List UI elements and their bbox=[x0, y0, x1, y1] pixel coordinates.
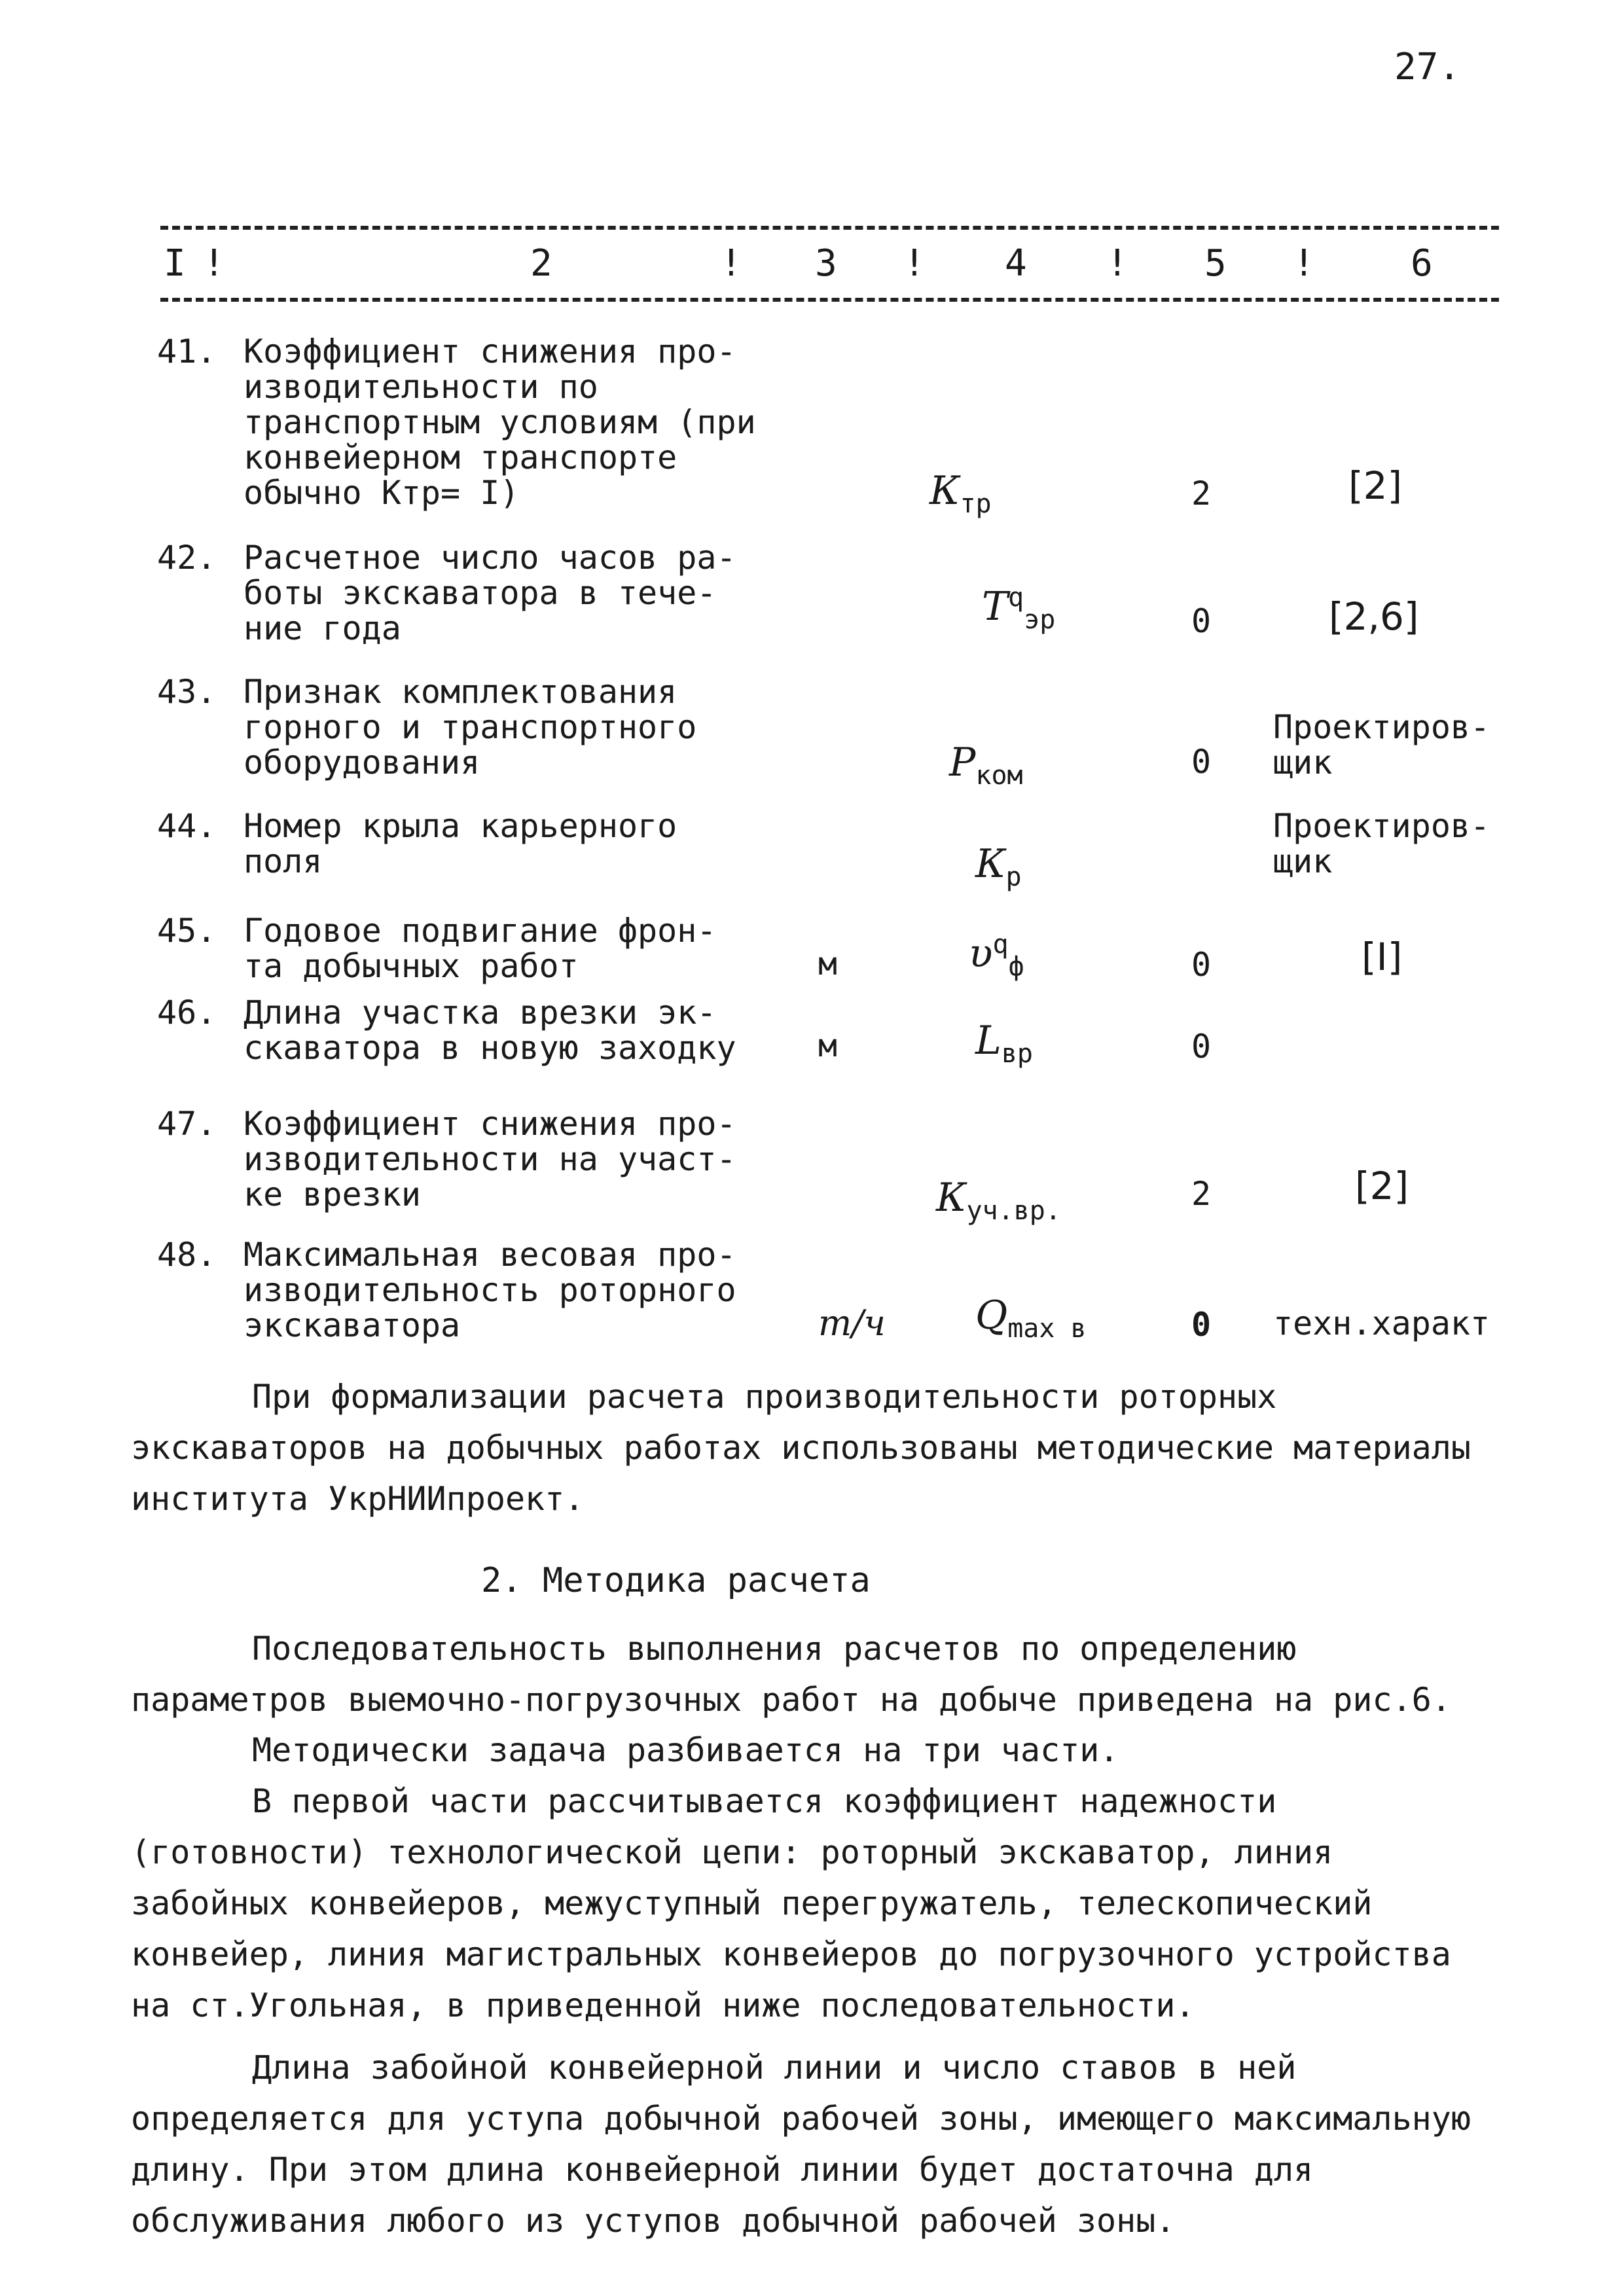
row-number: 42. bbox=[157, 539, 217, 577]
header-col-6: 6 bbox=[1411, 242, 1433, 285]
header-separator: ! bbox=[903, 242, 926, 285]
row-symbol: $\upsilon^q_ф$ bbox=[969, 929, 1024, 982]
row-source: техн.характ bbox=[1273, 1304, 1490, 1342]
row-description: Годовое подвигание фрон- та добычных работ bbox=[244, 912, 717, 985]
intro-paragraph: При формализации расчета производительности роторных экскаваторов на добычных работах использованы методические материалы института УкрНИИпроект. bbox=[131, 1378, 1471, 1518]
table-header-bottom-rule bbox=[160, 298, 1499, 302]
paragraph: Методически задача разбивается на три части. bbox=[252, 1731, 1119, 1769]
section-heading: 2. Методика расчета bbox=[481, 1561, 871, 1600]
row-code: 0 bbox=[1191, 1306, 1212, 1344]
row-symbol: $К_р$ bbox=[975, 841, 1022, 892]
row-number: 43. bbox=[157, 673, 217, 711]
row-source: Проектиров- щик bbox=[1273, 708, 1490, 781]
row-unit: м bbox=[818, 946, 837, 982]
row-source: [2,6] bbox=[1329, 594, 1419, 639]
table-header-top-rule bbox=[160, 226, 1499, 230]
paragraph: Длина забойной конвейерной линии и число ставов в ней определяется для уступа добычной рабочей зоны, имеющего максимальную длину. При этом длина конвейерной линии будет достаточна для обслуживания любого из уступов добычной рабочей зоны. bbox=[131, 2049, 1471, 2240]
row-number: 44. bbox=[157, 807, 217, 845]
row-source: [2] bbox=[1355, 1164, 1409, 1208]
row-symbol: $К_{уч.вр.}$ bbox=[936, 1175, 1061, 1226]
row-source: Проектиров- щик bbox=[1273, 807, 1490, 880]
row-description: Коэффициент снижения про- изводительности по транспортным условиям (при конвейерном транспорте обычно Ктр= I) bbox=[244, 332, 756, 512]
header-col-1: I bbox=[164, 242, 186, 285]
row-number: 46. bbox=[157, 994, 217, 1031]
row-number: 48. bbox=[157, 1236, 217, 1274]
paragraph: В первой части рассчитывается коэффициент надежности (готовности) технологической цепи: роторный экскаватор, линия забойных конвейеров, межуступный перегружатель, телескопический конвейер, линия магистральных конвейеров до погрузочного устройства на ст.Угольная, в приведенной ниже последовательности. bbox=[131, 1782, 1451, 2024]
header-col-5: 5 bbox=[1204, 242, 1227, 285]
row-symbol: $К_{тр}$ bbox=[929, 468, 992, 519]
row-symbol: $Q_{max в}$ bbox=[975, 1293, 1087, 1344]
page-number: 27. bbox=[1394, 46, 1461, 88]
row-description: Номер крыла карьерного поля bbox=[244, 807, 677, 880]
row-unit: м bbox=[818, 1028, 837, 1064]
row-number: 41. bbox=[157, 332, 217, 370]
paragraph: Последовательность выполнения расчетов по определению параметров выемочно-погрузочных работ на добыче приведена на рис.6. bbox=[131, 1630, 1451, 1719]
row-unit: т/ч bbox=[818, 1302, 886, 1344]
row-source: [I] bbox=[1362, 935, 1403, 979]
header-separator: ! bbox=[720, 242, 742, 285]
row-code: 0 bbox=[1191, 1028, 1212, 1066]
row-symbol: $L_{вр}$ bbox=[975, 1018, 1034, 1069]
header-col-3: 3 bbox=[815, 242, 837, 285]
row-number: 45. bbox=[157, 912, 217, 950]
row-code: 0 bbox=[1191, 602, 1212, 640]
row-code: 2 bbox=[1191, 1175, 1212, 1213]
row-description: Расчетное число часов ра- боты экскаватора в тече- ние года bbox=[244, 539, 736, 647]
header-separator: ! bbox=[203, 242, 225, 285]
header-col-4: 4 bbox=[1005, 242, 1027, 285]
row-description: Признак комплектования горного и транспортного оборудования bbox=[244, 673, 697, 781]
row-code: 0 bbox=[1191, 743, 1212, 781]
header-col-2: 2 bbox=[530, 242, 552, 285]
row-code: 2 bbox=[1191, 475, 1212, 512]
row-description: Максимальная весовая про- изводительность роторного экскаватора bbox=[244, 1236, 736, 1344]
header-separator: ! bbox=[1106, 242, 1128, 285]
row-number: 47. bbox=[157, 1105, 217, 1143]
row-symbol: $Р_{ком}$ bbox=[949, 740, 1023, 791]
header-separator: ! bbox=[1293, 242, 1315, 285]
row-description: Длина участка врезки эк- скаватора в новую заходку bbox=[244, 994, 736, 1067]
row-symbol: $T^q_{эр}$ bbox=[982, 583, 1056, 635]
row-description: Коэффициент снижения про- изводительности на участ- ке врезки bbox=[244, 1105, 736, 1213]
row-code: 0 bbox=[1191, 946, 1212, 984]
row-source: [2] bbox=[1348, 463, 1403, 508]
